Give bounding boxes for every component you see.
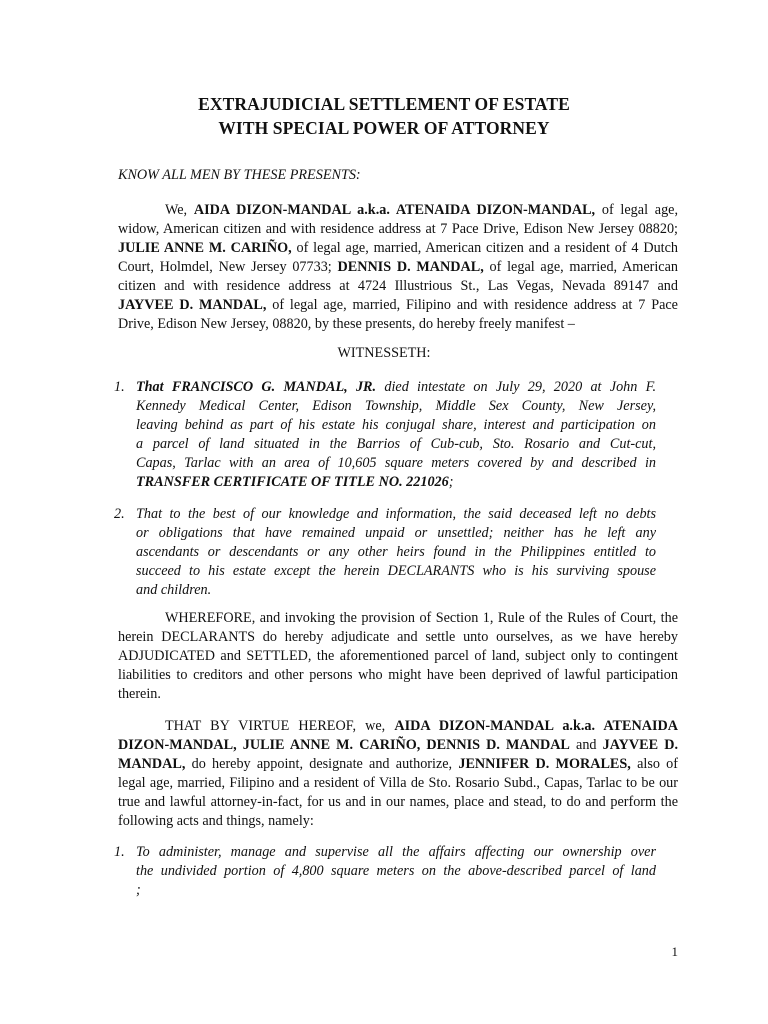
intro-line: KNOW ALL MEN BY THESE PRESENTS: (118, 167, 361, 183)
document-page: EXTRAJUDICIAL SETTLEMENT OF ESTATE WITH SPECIAL POWER OF ATTORNEY KNOW ALL MEN BY THESE PRESENTS: We, AIDA DIZON-MANDAL a.k.a. ATENAIDA DIZON-MANDAL, of legal age, widow, American citizen and with residence address at 7 Pace Drive, Edison New Jersey 08820; JULIE ANNE M. CARIÑO, of legal age, married, American citizen and a resident of 4 Dutch Court, Holmdel, New Jersey 07733; DENNIS D. MANDAL, of legal age, married, American citizen and with residence address at 4724 Illustrious St., Las Vegas, Nevada 89147 and JAYVEE D. MANDAL, of legal age, married, Filipino and with residence address at 7 Pace Drive, Edison New Jersey, 08820, by these presents, do hereby freely manifest – WITNESSETH: 1. That FRANCISCO G. MANDAL, JR. died intestate on July 29, 2020 at John F. Kennedy Medical Center, Edison Township, Middle Sex County, New Jersey, leaving behind as part of his estate his conjugal share, interest and participation on a parcel of land situated in the Barrios of Cub-cub, Sto. Rosario and Cut-cut, Capas, Tarlac with an area of 10,605 square meters covered by and described in TRANSFER CERTIFICATE OF TITLE NO. 221026; 2. That to the best of our knowledge and information, the said deceased left no debts or obligations that have remained unpaid or unsettled; neither has he left any ascendants or descendants or any other heirs found in the Philippines entitled to succeed to his estate except the herein DECLARANTS who is his surviving spouse and children. WHEREFORE, and invoking the provision of Section 1, Rule of the Rules of Court, the herein DECLARANTS do hereby adjudicate and settle unto ourselves, as we have hereby ADJUDICATED and SETTLED, the aforementioned parcel of land, subject only to contingent liabilities to creditors and other persons who might have been deprived of lawful participation therein. THAT BY VIRTUE HEREOF, we, AIDA DIZON-MANDAL a.k.a. ATENAIDA DIZON-MANDAL, JULIE ANNE M. CARIÑO, DENNIS D. MANDAL and JAYVEE D. MANDAL, do hereby appoint, designate and authorize, JENNIFER D. MORALES, also of legal age, married, Filipino and a resident of Villa de Sto. Rosario Subd., Capas, Tarlac to be our true and lawful attorney-in-fact, for us and in our names, place and stead, to do and perform the following acts and things, namely: 1. To administer, manage and supervise all the affairs affecting our ownership over the undivided portion of 4,800 square meters on the above-described parcel of land ; 1 (0, 0, 768, 1024)
document-title-line-1: EXTRAJUDICIAL SETTLEMENT OF ESTATE (198, 94, 570, 114)
declarants-paragraph: We, AIDA DIZON-MANDAL a.k.a. ATENAIDA DIZON-MANDAL, of legal age, widow, American citizen and with residence address at 7 Pace Drive, Edison New Jersey 08820; JULIE ANNE M. CARIÑO, of legal age, married, American citizen and a resident of 4 Dutch Court, Holmdel, New Jersey 07733; DENNIS D. MANDAL, of legal age, married, American citizen and with residence address at 4724 Illustrious St., Las Vegas, Nevada 89147 and JAYVEE D. MANDAL, of legal age, married, Filipino and with residence address at 7 Pace Drive, Edison New Jersey, 08820, by these presents, do hereby freely manifest – (118, 202, 679, 332)
document-title-line-2: WITH SPECIAL POWER OF ATTORNEY (218, 118, 550, 138)
power-of-attorney-paragraph: THAT BY VIRTUE HEREOF, we, AIDA DIZON-MANDAL a.k.a. ATENAIDA DIZON-MANDAL, JULIE ANNE M. CARIÑO, DENNIS D. MANDAL and JAYVEE D. MANDAL, do hereby appoint, designate and authorize, JENNIFER D. MORALES, also of legal age, married, Filipino and a resident of Villa de Sto. Rosario Subd., Capas, Tarlac to be our true and lawful attorney-in-fact, for us and in our names, place and stead, to do and perform the following acts and things, namely: (118, 718, 678, 829)
wherefore-paragraph: WHEREFORE, and invoking the provision of Section 1, Rule of the Rules of Court, the herein DECLARANTS do hereby adjudicate and settle unto ourselves, as we have hereby ADJUDICATED and SETTLED, the aforementioned parcel of land, subject only to contingent liabilities to creditors and other persons who might have been deprived of lawful participation therein. (118, 610, 678, 702)
page-number: 1 (671, 944, 678, 959)
witnesseth-heading: WITNESSETH: (337, 345, 431, 361)
